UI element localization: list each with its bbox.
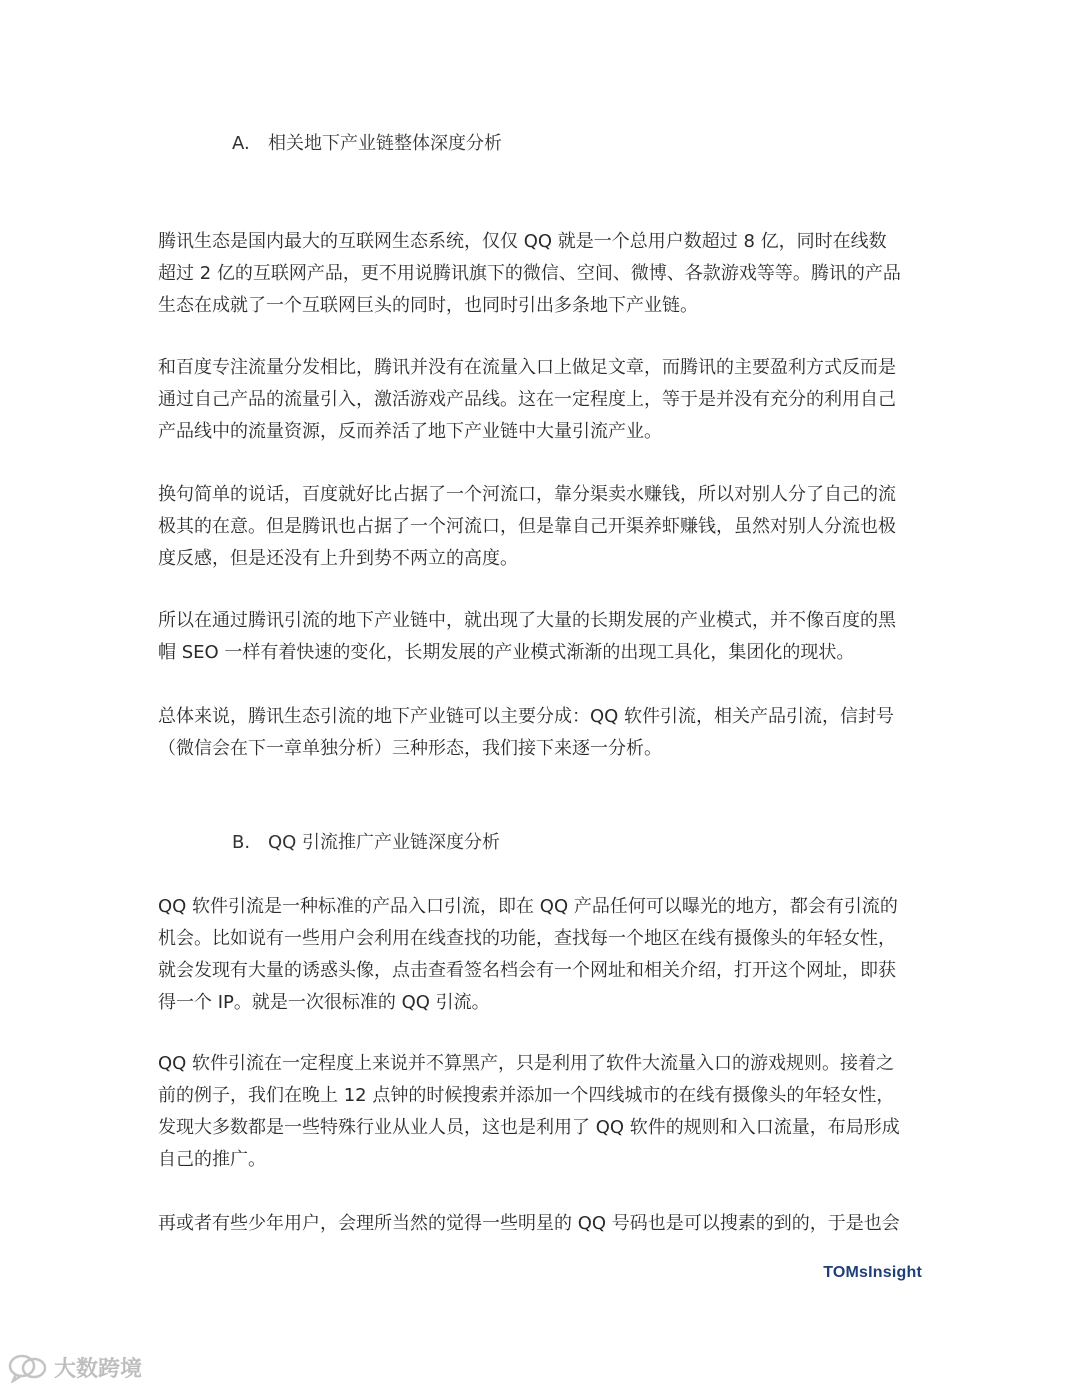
paragraph <box>158 226 924 322</box>
paragraph <box>158 605 924 669</box>
paragraph <box>158 891 924 1019</box>
paragraph-line: 极其的在意。但是腾讯也占据了一个河流口，但是靠自己开渠养虾赚钱，虽然对别人分流也极 <box>158 516 896 537</box>
paragraph <box>158 1048 924 1176</box>
section-a-letter: A. <box>232 133 250 154</box>
section-a-title: 相关地下产业链整体深度分析 <box>268 133 502 154</box>
section-b-letter: B. <box>232 832 251 853</box>
paragraph-line: QQ 软件引流在一定程度上来说并不算黑产，只是利用了软件大流量入口的游戏规则。接着之 <box>158 1053 895 1074</box>
paragraph-line: 腾讯生态是国内最大的互联网生态系统，仅仅 QQ 就是一个总用户数超过 8 亿，同时在线数 <box>158 231 887 252</box>
paragraph-line: 就会发现有大量的诱惑头像，点击查看签名档会有一个网址和相关介绍，打开这个网址，即获 <box>158 960 896 981</box>
paragraph <box>158 352 924 448</box>
paragraph-line: 产品线中的流量资源，反而养活了地下产业链中大量引流产业。 <box>158 421 662 442</box>
paragraph-line: 帽 SEO 一样有着快速的变化，长期发展的产业模式渐渐的出现工具化，集团化的现状。 <box>158 642 855 663</box>
paragraph <box>158 1208 924 1240</box>
paragraph-line: 度反感，但是还没有上升到势不两立的高度。 <box>158 548 518 569</box>
paragraph-line: 得一个 IP。就是一次很标准的 QQ 引流。 <box>158 992 490 1013</box>
paragraph <box>158 479 924 575</box>
chat-bubble-icon <box>8 1353 48 1383</box>
watermark-text: 大数跨境 <box>54 1357 143 1382</box>
paragraph-line: 机会。比如说有一些用户会利用在线查找的功能，查找每一个地区在线有摄像头的年轻女性， <box>158 928 896 949</box>
paragraph-line: 换句简单的说话，百度就好比占据了一个河流口，靠分渠卖水赚钱，所以对别人分了自己的流 <box>158 484 896 505</box>
paragraph-line: 自己的推广。 <box>158 1149 266 1170</box>
watermark <box>8 1352 142 1383</box>
paragraph-line: 生态在成就了一个互联网巨头的同时，也同时引出多条地下产业链。 <box>158 295 698 316</box>
paragraph-line: 总体来说，腾讯生态引流的地下产业链可以主要分成：QQ 软件引流，相关产品引流，信封号 <box>158 706 895 727</box>
section-b-heading <box>232 829 500 857</box>
paragraph-line: 前的例子，我们在晚上 12 点钟的时候搜索并添加一个四线城市的在线有摄像头的年轻女性， <box>158 1085 895 1106</box>
paragraph-line: QQ 软件引流是一种标准的产品入口引流，即在 QQ 产品任何可以曝光的地方，都会有引流的 <box>158 896 898 917</box>
paragraph-line: 超过 2 亿的互联网产品，更不用说腾讯旗下的微信、空间、微博、各款游戏等等。腾讯的产品 <box>158 263 901 284</box>
section-a-heading <box>232 130 502 158</box>
section-b-title: QQ 引流推广产业链深度分析 <box>268 832 501 853</box>
paragraph-line: 所以在通过腾讯引流的地下产业链中，就出现了大量的长期发展的产业模式，并不像百度的黑 <box>158 610 896 631</box>
footer-brand-logo: TOMsInsight <box>823 1264 922 1281</box>
paragraph-line: （微信会在下一章单独分析）三种形态，我们接下来逐一分析。 <box>158 738 662 759</box>
paragraph-line: 和百度专注流量分发相比，腾讯并没有在流量入口上做足文章，而腾讯的主要盈利方式反而是 <box>158 357 896 378</box>
paragraph-line: 发现大多数都是一些特殊行业从业人员，这也是利用了 QQ 软件的规则和入口流量，布局形成 <box>158 1117 900 1138</box>
paragraph <box>158 701 924 765</box>
paragraph-line: 再或者有些少年用户，会理所当然的觉得一些明星的 QQ 号码也是可以搜素的到的，于是也会 <box>158 1213 900 1234</box>
paragraph-line: 通过自己产品的流量引入，激活游戏产品线。这在一定程度上，等于是并没有充分的利用自己 <box>158 389 896 410</box>
